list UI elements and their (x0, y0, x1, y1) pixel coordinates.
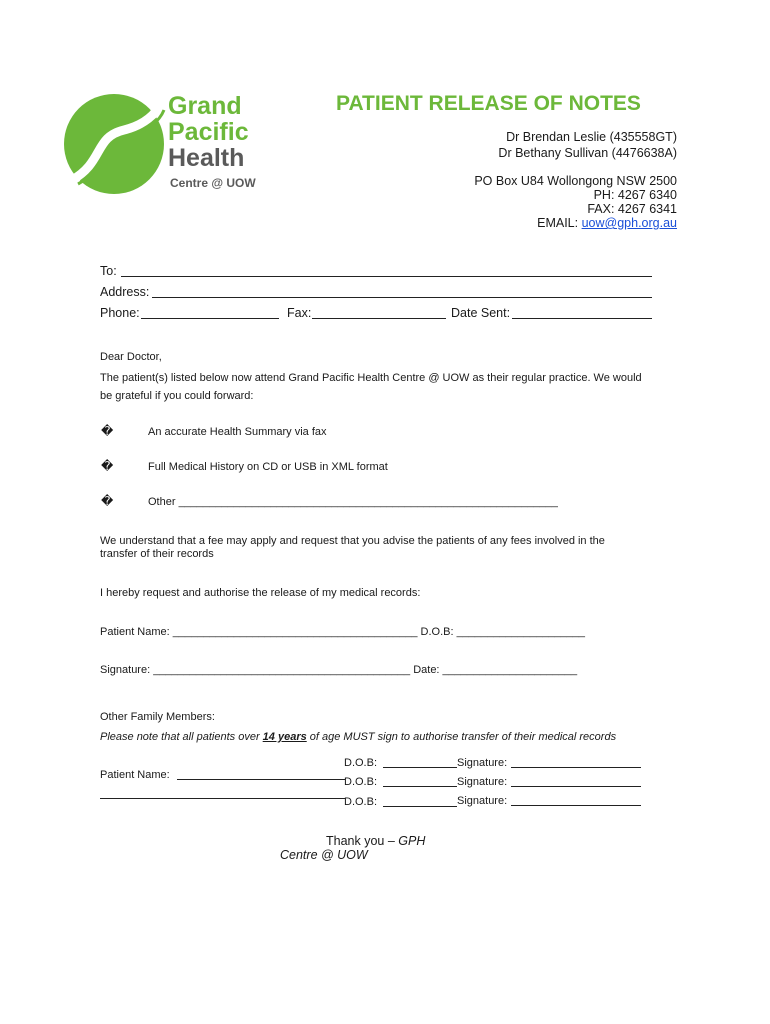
doctor-1: Dr Brendan Leslie (435558GT) (506, 130, 677, 144)
logo-word-grand: Grand (168, 92, 242, 120)
family-heading: Other Family Members: (100, 711, 215, 723)
option-other[interactable]: Other ______________________________________________________________ (148, 496, 558, 508)
family-dob-field[interactable] (383, 806, 457, 807)
family-dob-field[interactable] (383, 767, 457, 768)
logo-word-pacific: Pacific (168, 118, 249, 146)
family-dob-field[interactable] (383, 786, 457, 787)
closing-thanks (326, 834, 425, 848)
option-medical-history: Full Medical History on CD or USB in XML format (148, 461, 388, 473)
authorise-statement: I hereby request and authorise the release of my medical records: (100, 587, 421, 599)
family-signature-label: Signature: (457, 795, 508, 807)
fax-label: Fax: (287, 306, 312, 320)
logo-word-health: Health (168, 144, 245, 172)
closing-centre: Centre @ UOW (280, 848, 368, 862)
family-note-pre: Please note that all patients over (100, 731, 263, 743)
family-dob-label: D.O.B: (344, 796, 378, 808)
family-note (100, 731, 616, 743)
email-row (537, 216, 677, 230)
family-note-post: of age MUST sign to authorise transfer of their medical records (306, 731, 617, 743)
salutation: Dear Doctor, (100, 351, 162, 363)
doctor-2: Dr Bethany Sullivan (4476638A) (498, 146, 677, 160)
address-field[interactable] (152, 297, 652, 298)
closing-gph: GPH (398, 834, 426, 848)
checkbox-icon[interactable]: � (101, 459, 114, 473)
to-field[interactable] (121, 276, 652, 277)
postal-address: PO Box U84 Wollongong NSW 2500 (474, 174, 677, 188)
checkbox-icon[interactable]: � (101, 424, 114, 438)
checkbox-icon[interactable]: � (101, 494, 114, 508)
family-note-age: 14 years (262, 731, 307, 743)
date-sent-field[interactable] (512, 318, 652, 319)
phone-field[interactable] (141, 318, 279, 319)
page-title: PATIENT RELEASE OF NOTES (336, 92, 641, 115)
patient-name-dob-row[interactable]: Patient Name: ________________________________________ D.O.B: _____________________ (100, 626, 586, 638)
family-patient-name-label: Patient Name: (100, 769, 170, 781)
option-health-summary: An accurate Health Summary via fax (148, 426, 327, 438)
family-signature-field[interactable] (511, 767, 641, 768)
family-dob-label: D.O.B: (344, 757, 378, 769)
logo-subtitle: Centre @ UOW (170, 176, 256, 190)
email-link[interactable]: uow@gph.org.au (581, 216, 677, 230)
fee-line-2: transfer of their records (100, 548, 214, 560)
fax-number: FAX: 4267 6341 (587, 202, 677, 216)
family-patient-name-field-2[interactable] (100, 798, 345, 799)
family-patient-name-field[interactable] (177, 779, 345, 780)
address-label: Address: (100, 285, 150, 299)
phone-label: Phone: (100, 306, 140, 320)
phone-number: PH: 4267 6340 (593, 188, 677, 202)
fax-field[interactable] (312, 318, 446, 319)
intro-line-2: be grateful if you could forward: (100, 390, 254, 402)
intro-line-1: The patient(s) listed below now attend Grand Pacific Health Centre @ UOW as their regular practice. We would (100, 372, 642, 384)
family-signature-label: Signature: (457, 776, 508, 788)
date-sent-label: Date Sent: (451, 306, 511, 320)
to-label: To: (100, 264, 117, 278)
signature-date-row[interactable]: Signature: __________________________________________ Date: ______________________ (100, 664, 578, 676)
family-dob-label: D.O.B: (344, 776, 378, 788)
family-signature-field[interactable] (511, 786, 641, 787)
family-signature-field[interactable] (511, 805, 641, 806)
family-signature-label: Signature: (457, 757, 508, 769)
closing-thanks-text: Thank you – (326, 834, 399, 848)
gph-logo (64, 92, 279, 197)
fee-line-1: We understand that a fee may apply and request that you advise the patients of any fees involved in the (100, 535, 605, 547)
email-label: EMAIL: (537, 216, 582, 230)
